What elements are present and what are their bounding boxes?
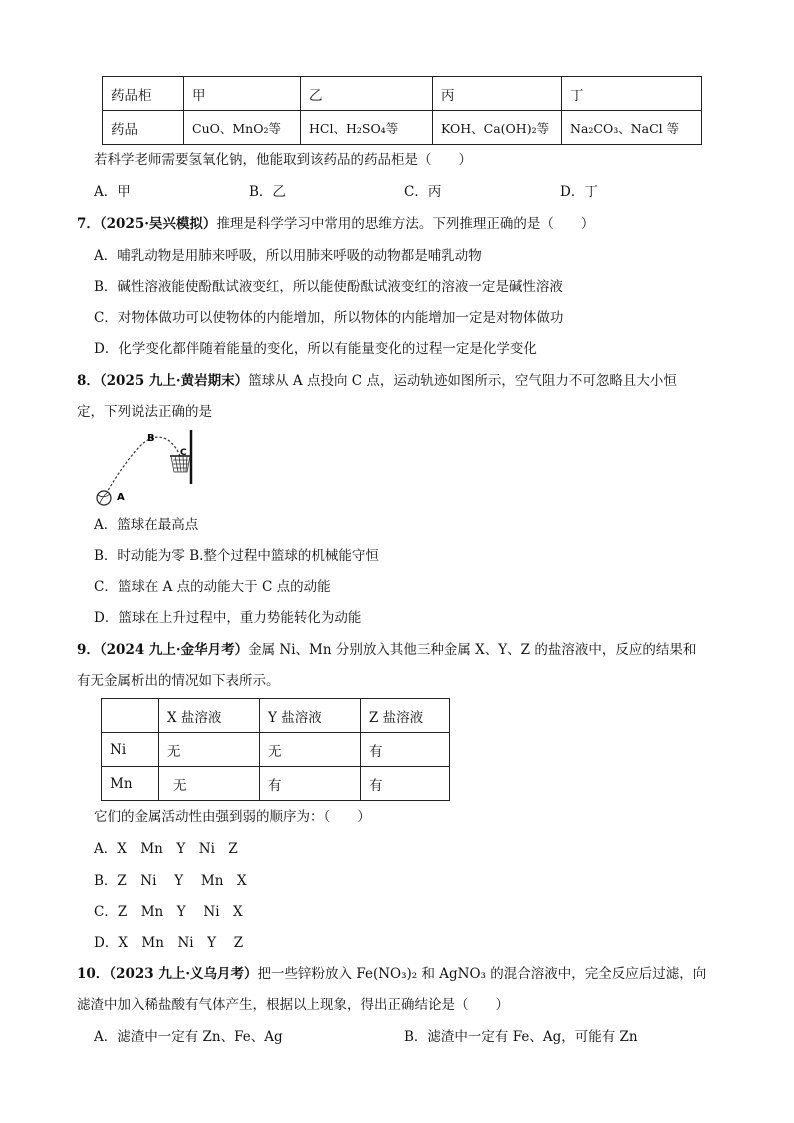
- q9-option-c[interactable]: C．Z Mn Y Ni X: [94, 904, 243, 920]
- basketball-icon: [97, 491, 111, 505]
- q10-option-a[interactable]: A．滤渣中一定有 Zn、Fe、Ag: [94, 1029, 283, 1045]
- metal-table-cell: 有: [361, 733, 450, 767]
- q9-option-a[interactable]: A．X Mn Y Ni Z: [94, 841, 238, 857]
- q7-stem: 推理是科学学习中常用的思维方法。下列推理正确的是（ ）: [216, 216, 595, 232]
- q8-stem-line1: 篮球从 A 点投向 C 点，运动轨迹如图所示，空气阻力不可忽略且大小恒: [248, 373, 677, 389]
- metal-table-header-cell: Y 盐溶液: [260, 699, 361, 733]
- metal-table-header-cell: [102, 699, 159, 733]
- q9-option-d[interactable]: D．X Mn Ni Y Z: [94, 935, 244, 951]
- q6-option-b[interactable]: B．乙: [249, 184, 286, 200]
- q9-option-b[interactable]: B．Z Ni Y Mn X: [94, 873, 247, 889]
- metal-table-cell: 有: [361, 767, 450, 801]
- point-c-label: C: [180, 448, 187, 458]
- metal-table-cell: 无: [159, 733, 260, 767]
- metal-table-row: [102, 733, 450, 767]
- q9-heading: [77, 640, 696, 660]
- q8-option-b[interactable]: B．时动能为零 B.整个过程中篮球的机械能守恒: [94, 548, 379, 564]
- cabinet-row-label: 药品: [103, 111, 184, 145]
- basket-net: [171, 456, 190, 472]
- q10-stem-line1: 把一些锌粉放入 Fe(NO₃)₂ 和 AgNO₃ 的混合溶液中，完全反应后过滤，向: [257, 966, 707, 982]
- q7-option-b[interactable]: B．碱性溶液能使酚酞试液变红，所以能使酚酞试液变红的溶液一定是碱性溶液: [94, 279, 563, 295]
- point-b-label: B: [147, 433, 155, 444]
- q8-stem-line2: 定，下列说法正确的是: [77, 404, 212, 420]
- cabinet-header-cell: 药品柜: [103, 77, 184, 111]
- q8-option-c[interactable]: C．篮球在 A 点的动能大于 C 点的动能: [94, 579, 331, 595]
- q7-heading: [77, 214, 594, 234]
- cabinet-row: [103, 111, 702, 145]
- q9-prompt: 它们的金属活动性由强到弱的顺序为：（ ）: [94, 809, 371, 825]
- q8-heading: [77, 371, 677, 391]
- metal-table-cell: 无: [159, 767, 260, 801]
- q10-option-b[interactable]: B．滤渣中一定有 Fe、Ag，可能有 Zn: [404, 1029, 638, 1045]
- q8-option-a[interactable]: A．篮球在最高点: [94, 517, 199, 533]
- q7-option-c[interactable]: C．对物体做功可以使物体的内能增加，所以物体的内能增加一定是对物体做功: [94, 310, 564, 326]
- metal-table-row-label: Mn: [102, 767, 159, 801]
- q9-stem-line2: 有无金属析出的情况如下表所示。: [77, 673, 280, 689]
- metal-table-row-label: Ni: [102, 733, 159, 767]
- q10-stem-line2: 滤渣中加入稀盐酸有气体产生，根据以上现象，得出正确结论是（ ）: [77, 997, 509, 1013]
- q6-option-c[interactable]: C．丙: [404, 184, 442, 200]
- cabinet-cell: HCl、H₂SO₄等: [301, 111, 433, 145]
- metal-table-cell: 无: [260, 733, 361, 767]
- q7-source: （2025·吴兴模拟）: [99, 216, 217, 232]
- q9-stem-line1: 金属 Ni、Mn 分别放入其他三种金属 X、Y、Z 的盐溶液中，反应的结果和: [248, 642, 697, 658]
- q10-number: 10．: [77, 966, 110, 982]
- metal-table-cell: 有: [260, 767, 361, 801]
- basketball-trajectory-figure: [92, 426, 204, 510]
- cabinet-header-row: [103, 77, 702, 111]
- q7-option-a[interactable]: A．哺乳动物是用肺来呼吸，所以用肺来呼吸的动物都是哺乳动物: [94, 248, 482, 264]
- q9-source: （2024 九上·金华月考）: [99, 642, 249, 658]
- q9-number: 9．: [77, 642, 100, 658]
- metal-table-row: [102, 767, 450, 801]
- q7-option-d[interactable]: D．化学变化都伴随着能量的变化，所以有能量变化的过程一定是化学变化: [94, 341, 537, 357]
- q8-option-d[interactable]: D．篮球在上升过程中，重力势能转化为动能: [94, 610, 362, 626]
- q10-source: （2023 九上·义乌月考）: [109, 966, 258, 982]
- cabinet-header-cell: 甲: [184, 77, 301, 111]
- cabinet-header-cell: 丁: [562, 77, 702, 111]
- q10-heading: [77, 964, 706, 984]
- metal-reaction-table: [101, 698, 450, 801]
- q6-option-a[interactable]: A．甲: [94, 184, 131, 200]
- q8-source: （2025 九上·黄岩期末）: [99, 373, 249, 389]
- q8-number: 8．: [77, 373, 100, 389]
- point-a-label: A: [117, 492, 125, 503]
- metal-table-header-cell: X 盐溶液: [159, 699, 260, 733]
- cabinet-header-cell: 乙: [301, 77, 433, 111]
- q6-option-d[interactable]: D．丁: [560, 184, 598, 200]
- cabinet-cell: Na₂CO₃、NaCl 等: [562, 111, 702, 145]
- metal-table-header-row: [102, 699, 450, 733]
- trajectory-curve: [106, 437, 180, 494]
- q6-stem: 若科学老师需要氢氧化钠，他能取到该药品的药品柜是（ ）: [94, 152, 472, 168]
- cabinet-header-cell: 丙: [433, 77, 562, 111]
- cabinet-table: [102, 76, 702, 145]
- q7-number: 7．: [77, 216, 100, 232]
- cabinet-cell: KOH、Ca(OH)₂等: [433, 111, 562, 145]
- cabinet-cell: CuO、MnO₂等: [184, 111, 301, 145]
- metal-table-header-cell: Z 盐溶液: [361, 699, 450, 733]
